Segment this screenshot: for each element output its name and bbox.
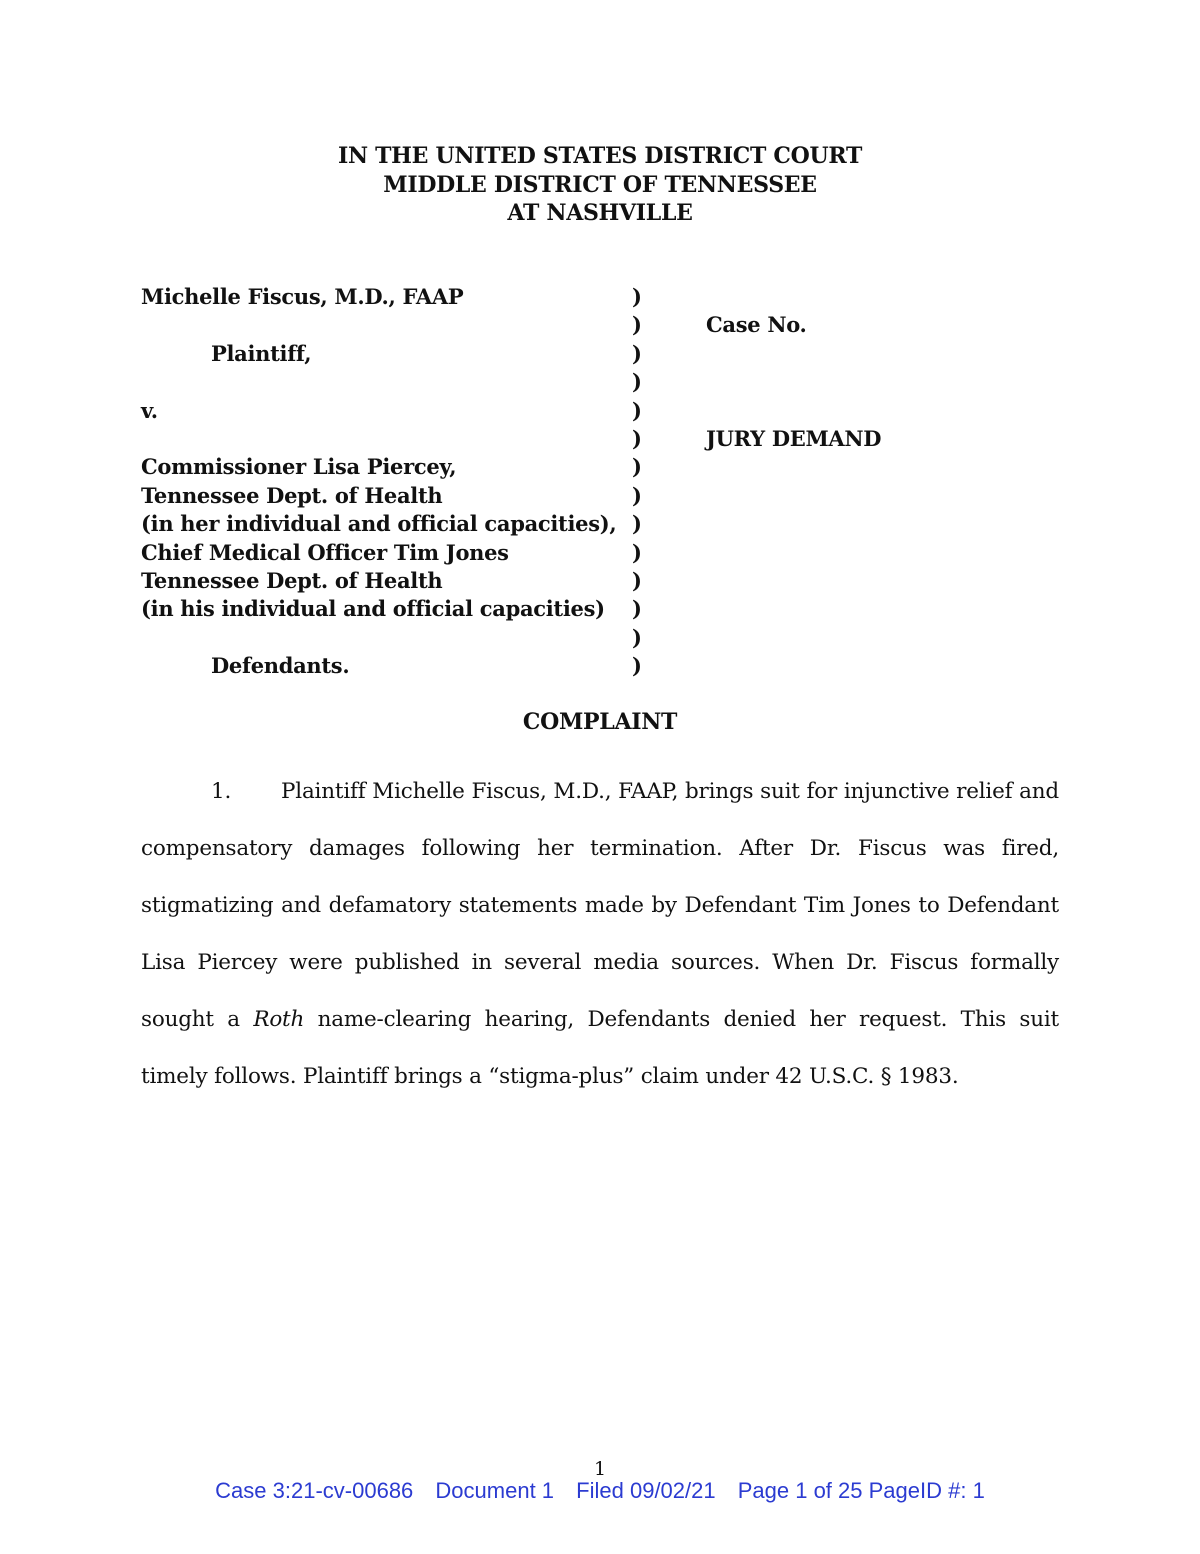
spacer-row: [706, 340, 881, 368]
footer-page-id: Page 1 of 25 PageID #: 1: [737, 1478, 985, 1503]
caption-paren: ): [632, 653, 642, 679]
spacer-row: [141, 368, 611, 396]
defendant-line: Tennessee Dept. of Health: [141, 567, 443, 593]
spacer-row: [141, 425, 611, 453]
caption-paren: ): [632, 284, 642, 309]
footer-filed-date: Filed 09/02/21: [576, 1478, 716, 1503]
caption-paren: ): [632, 482, 642, 508]
paragraph-text-part2: name-clearing hearing, Defendants denied her request. This suit timely follows. Plaintiff brings a “stigma-plus” claim under 42 U.S.C. § 1983.: [141, 1006, 1059, 1089]
caption-paren: ): [632, 340, 642, 366]
caption-paren: ): [632, 511, 642, 537]
footer-case-number: Case 3:21-cv-00686: [215, 1478, 414, 1503]
caption-paren: ): [632, 539, 642, 565]
spacer-row: [706, 397, 881, 425]
case-number-label: Case No.: [706, 312, 807, 338]
spacer-row: [706, 283, 881, 311]
complaint-title: COMPLAINT: [522, 709, 678, 735]
plaintiff-label: Plaintiff,: [211, 340, 312, 366]
caption-paren: ): [632, 312, 642, 338]
caption-paren: ): [632, 454, 642, 480]
defendant-line: Chief Medical Officer Tim Jones: [141, 539, 509, 565]
versus-label: v.: [141, 397, 158, 423]
court-header: [0, 142, 1200, 228]
court-district: MIDDLE DISTRICT OF TENNESSEE: [383, 171, 817, 198]
caption-paren: ): [632, 425, 642, 451]
footer-document: Document 1: [435, 1478, 555, 1503]
defendant-line: (in her individual and official capacities),: [141, 511, 617, 537]
page-number: 1: [593, 1458, 607, 1480]
defendant-line: (in his individual and official capacities): [141, 596, 605, 622]
filing-stamp: [0, 1478, 1200, 1504]
defendant-line: Tennessee Dept. of Health: [141, 482, 443, 508]
paragraph-number: 1.: [211, 779, 232, 804]
caption-paren: ): [632, 596, 642, 622]
caption-paren-column: [632, 283, 642, 680]
caption-case-info: [706, 283, 881, 453]
caption-paren: ): [632, 397, 642, 423]
defendants-label: Defendants.: [211, 653, 350, 679]
paragraph-1: [141, 764, 1059, 1105]
defendant-line: Commissioner Lisa Piercey,: [141, 454, 457, 480]
spacer-row: [141, 624, 611, 652]
caption-paren: ): [632, 369, 642, 395]
court-location: AT NASHVILLE: [507, 200, 693, 226]
paragraph-text-part1: Plaintiff Michelle Fiscus, M.D., FAAP, brings suit for injunctive relief and compensatory damages following her termination. After Dr. Fiscus was fired, stigmatizing and defamatory statements made by Defendant Tim Jones to Defendant Lisa Piercey were published in several media sources. When Dr. Fiscus formally sought a: [141, 779, 1059, 1032]
court-name: IN THE UNITED STATES DISTRICT COURT: [337, 143, 863, 169]
caption-parties: [141, 283, 617, 680]
caption-paren: ): [632, 567, 642, 593]
case-citation-roth: Roth: [253, 1006, 305, 1032]
jury-demand: JURY DEMAND: [706, 425, 882, 451]
spacer-row: [141, 311, 611, 339]
spacer-row: [706, 368, 881, 396]
plaintiff-name: Michelle Fiscus, M.D., FAAP: [141, 284, 464, 309]
caption-paren: ): [632, 624, 642, 650]
